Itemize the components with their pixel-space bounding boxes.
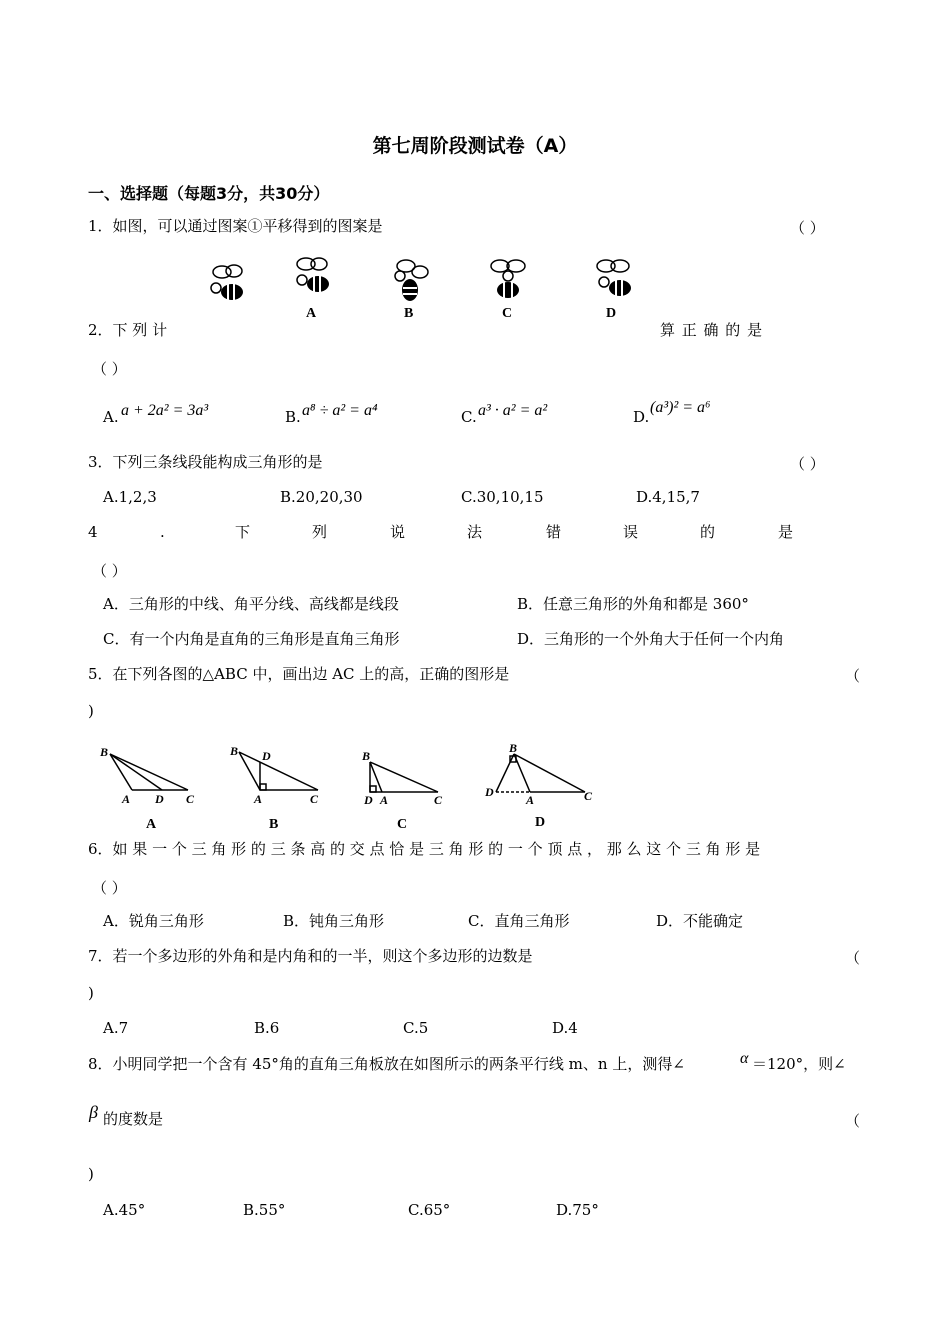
fig-a-point-c: C bbox=[186, 792, 195, 806]
q4-stem-6: 错 bbox=[546, 523, 562, 541]
fig-c-point-d: D bbox=[364, 793, 373, 807]
fig-a-point-d: D bbox=[155, 792, 164, 806]
q8-stem-part3: 的度数是 bbox=[103, 1110, 164, 1128]
q4-option-c: C．有一个内角是直角的三角形是直角三角形 bbox=[103, 630, 400, 648]
fig-a-point-a: A bbox=[122, 792, 131, 806]
q1-bee-figure bbox=[200, 255, 660, 325]
fig-c-point-c: C bbox=[434, 793, 443, 807]
fig-b-point-a: A bbox=[254, 792, 263, 806]
q8-answer-open[interactable]: （ bbox=[845, 1112, 861, 1130]
q6-option-b: B．钝角三角形 bbox=[283, 912, 385, 930]
q4-answer-blank[interactable]: （ ） bbox=[92, 562, 127, 580]
q8-stem-part2: ＝120°，则∠ bbox=[752, 1055, 846, 1073]
q3-answer-blank[interactable]: （ ） bbox=[790, 455, 825, 473]
q3-option-a: A.1,2,3 bbox=[103, 488, 157, 506]
q2-stem-start: 2．下 列 计 bbox=[88, 321, 168, 339]
triangle-figure-b bbox=[239, 752, 318, 790]
fig-d-point-a: A bbox=[526, 793, 535, 807]
page-title: 第七周阶段测试卷（A） bbox=[372, 135, 578, 157]
q8-option-b: B.55° bbox=[243, 1201, 286, 1219]
triangle-diagrams bbox=[92, 740, 612, 835]
bee-icon-d bbox=[597, 260, 631, 296]
q1-label-c: C bbox=[502, 306, 513, 321]
q7-option-c: C.5 bbox=[403, 1019, 429, 1037]
q2-option-b-expr: a⁸ ÷ a² = a⁴ bbox=[302, 402, 378, 419]
q5-fig-label-a: A bbox=[146, 817, 157, 832]
q8-option-c: C.65° bbox=[408, 1201, 451, 1219]
fig-d-point-b: B bbox=[509, 741, 518, 755]
q2-option-a-label: A. bbox=[103, 408, 119, 426]
fig-d-point-c: C bbox=[584, 789, 593, 803]
q5-answer-open[interactable]: （ bbox=[845, 667, 861, 685]
q4-option-b: B．任意三角形的外角和都是 360° bbox=[517, 595, 749, 613]
q7-answer-close: ) bbox=[88, 984, 94, 1002]
q2-option-d-label: D. bbox=[633, 408, 650, 426]
q4-stem-2: 下 bbox=[235, 523, 251, 541]
q3-option-b: B.20,20,30 bbox=[280, 488, 363, 506]
q8-beta-symbol: β bbox=[89, 1102, 98, 1122]
q7-option-a: A.7 bbox=[103, 1019, 129, 1037]
q7-answer-open[interactable]: （ bbox=[845, 949, 861, 967]
q4-option-a: A．三角形的中线、角平分线、高线都是线段 bbox=[103, 595, 399, 613]
q8-answer-close: ) bbox=[88, 1165, 94, 1183]
q4-stem-5: 法 bbox=[467, 523, 483, 541]
triangle-figure-a bbox=[110, 754, 188, 790]
q6-stem: 6．如 果 一 个 三 角 形 的 三 条 高 的 交 点 恰 是 三 角 形 的 一 个 顶 点 ， 那 么 这 个 三 角 形 是 bbox=[88, 840, 761, 858]
triangle-figure-d bbox=[496, 754, 585, 792]
q3-stem: 3．下列三条线段能构成三角形的是 bbox=[88, 453, 323, 471]
q5-fig-label-b: B bbox=[269, 817, 279, 832]
q6-answer-blank[interactable]: （ ） bbox=[92, 879, 127, 897]
fig-c-point-b: B bbox=[362, 749, 371, 763]
q2-option-c-expr: a³ · a² = a² bbox=[478, 402, 548, 419]
q4-stem-0: 4 bbox=[88, 523, 98, 541]
q1-answer-blank[interactable]: （ ） bbox=[790, 219, 825, 237]
q8-alpha-symbol: α bbox=[740, 1050, 749, 1067]
q1-label-b: B bbox=[404, 306, 414, 321]
q8-stem-part1: 8．小明同学把一个含有 45°角的直角三角板放在如图所示的两条平行线 m、n 上，测得∠ bbox=[88, 1055, 685, 1073]
bee-icon-a bbox=[297, 258, 329, 292]
q8-option-a: A.45° bbox=[103, 1201, 146, 1219]
q2-stem-end: 算 正 确 的 是 bbox=[660, 321, 764, 339]
q4-stem-3: 列 bbox=[312, 523, 328, 541]
q7-option-b: B.6 bbox=[254, 1019, 280, 1037]
q4-stem-9: 是 bbox=[778, 523, 794, 541]
bee-icons bbox=[200, 255, 660, 325]
q2-option-a-expr: a + 2a² = 3a³ bbox=[121, 402, 209, 419]
fig-d-point-d: D bbox=[485, 785, 494, 799]
q1-label-a: A bbox=[306, 306, 317, 321]
fig-c-point-a: A bbox=[380, 793, 389, 807]
fig-b-point-c: C bbox=[310, 792, 319, 806]
q5-answer-close: ) bbox=[88, 702, 94, 720]
q3-option-c: C.30,10,15 bbox=[461, 488, 544, 506]
triangle-figure-c bbox=[370, 762, 438, 792]
q2-answer-blank[interactable]: （ ） bbox=[92, 360, 127, 378]
q4-stem-7: 误 bbox=[623, 523, 639, 541]
q5-fig-label-c: C bbox=[397, 817, 408, 832]
q5-triangle-figures bbox=[92, 740, 612, 835]
fig-a-point-b: B bbox=[100, 745, 109, 759]
q3-option-d: D.4,15,7 bbox=[636, 488, 700, 506]
q1-stem: 1．如图，可以通过图案①平移得到的图案是 bbox=[88, 217, 383, 235]
q5-fig-label-d: D bbox=[535, 815, 546, 830]
bee-icon-original bbox=[211, 265, 243, 300]
bee-icon-c bbox=[491, 260, 525, 298]
q4-stem-1: . bbox=[160, 523, 165, 541]
section-heading: 一、选择题（每题3分，共30分） bbox=[88, 184, 330, 203]
q7-option-d: D.4 bbox=[552, 1019, 578, 1037]
q7-stem: 7．若一个多边形的外角和是内角和的一半，则这个多边形的边数是 bbox=[88, 947, 533, 965]
q4-option-d: D．三角形的一个外角大于任何一个内角 bbox=[517, 630, 785, 648]
q4-stem-4: 说 bbox=[390, 523, 406, 541]
fig-b-point-d: D bbox=[262, 749, 271, 763]
q8-option-d: D.75° bbox=[556, 1201, 599, 1219]
q6-option-c: C．直角三角形 bbox=[468, 912, 570, 930]
q5-stem: 5．在下列各图的△ABC 中，画出边 AC 上的高，正确的图形是 bbox=[88, 665, 510, 683]
q1-label-d: D bbox=[606, 306, 617, 321]
q6-option-d: D．不能确定 bbox=[656, 912, 744, 930]
q2-option-c-label: C. bbox=[461, 408, 477, 426]
fig-b-point-b: B bbox=[230, 744, 239, 758]
q4-stem-8: 的 bbox=[700, 523, 716, 541]
q6-option-a: A．锐角三角形 bbox=[103, 912, 204, 930]
q2-option-d-expr: (a³)² = a⁶ bbox=[650, 399, 711, 416]
bee-icon-b bbox=[395, 260, 428, 301]
q2-option-b-label: B. bbox=[285, 408, 301, 426]
